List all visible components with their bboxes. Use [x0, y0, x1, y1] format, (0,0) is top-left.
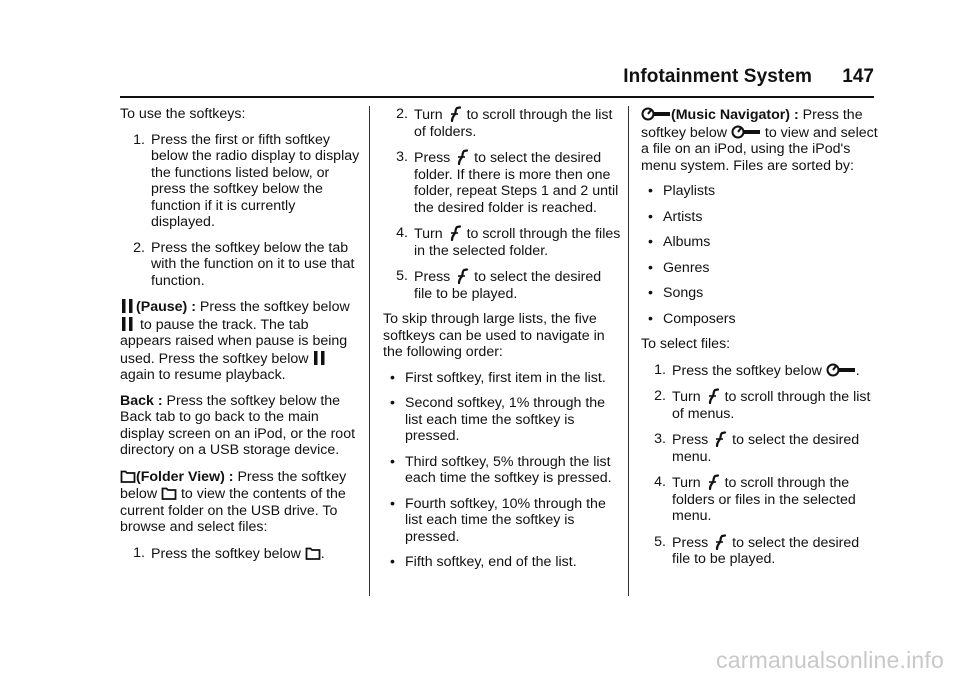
tune-knob-icon — [454, 268, 470, 284]
back-label: Back : — [120, 392, 163, 409]
list-item: • Albums — [648, 234, 711, 250]
music-navigator-icon — [826, 362, 856, 378]
column-2 — [383, 106, 623, 580]
column-divider-2 — [628, 106, 629, 596]
folder-icon — [120, 468, 136, 484]
list-item: 2. Press the softkey below the tab with the function on it to use that function. — [133, 239, 355, 289]
tune-knob-icon — [705, 388, 721, 404]
tune-knob-icon — [705, 474, 721, 490]
select-files-text: To select files: — [641, 336, 731, 352]
list-item: • Composers — [648, 310, 736, 327]
list-item: 3. Press to select the desired menu. — [654, 431, 860, 465]
back-paragraph: Back : Press the softkey below the Back tab to go back to the main display screen on an iPod, or the root directory on a USB storage device. — [120, 392, 356, 458]
list-item: • Songs — [648, 285, 704, 301]
watermark: carmanualsonline.info — [716, 647, 944, 673]
pause-icon — [120, 316, 136, 332]
header-title: Infotainment System — [623, 66, 812, 87]
tune-knob-icon — [454, 149, 470, 165]
folder-view-label: (Folder View) : — [136, 468, 234, 485]
pause-paragraph: (Pause) : Press the softkey below to pause the track. The tab appears raised when pause is being used. Press the softkey below again to resume playback. — [120, 299, 350, 383]
pause-label: (Pause) : — [136, 299, 196, 315]
list-item: • Fifth softkey, end of the list. — [390, 554, 577, 570]
column-divider-1 — [369, 106, 370, 596]
music-navigator-icon — [641, 106, 671, 122]
list-item: 3. Press to select the desired folder. If there is more then one folder, repeat Steps 1 and 2 until the desired folder is reached. — [396, 149, 619, 216]
column-1 — [120, 106, 360, 571]
softkeys-intro: To use the softkeys: — [120, 106, 246, 122]
folder-icon — [305, 545, 321, 561]
list-item: 1. Press the first or fifth softkey below the radio display to display the functions listed below, or press the softkey below the function if it is currently displayed. — [133, 131, 360, 230]
list-item: • Fourth softkey, 10% through the list each time the softkey is pressed. — [390, 495, 606, 545]
list-item: • Second softkey, 1% through the list each time the softkey is pressed. — [390, 395, 606, 444]
tune-knob-icon — [712, 431, 728, 447]
list-item: 2. Turn to scroll through the list of menus. — [654, 388, 871, 422]
list-item: • Third softkey, 5% through the list each time the softkey is pressed. — [390, 453, 612, 486]
tune-knob-icon — [447, 106, 463, 122]
list-item: 5. Press to select the desired file to be played. — [654, 533, 860, 567]
list-item: 1. Press the softkey below . — [654, 361, 860, 379]
list-item: 5. Press to select the desired file to be played. — [396, 268, 602, 302]
folder-icon — [161, 485, 177, 501]
tune-knob-icon — [712, 534, 728, 550]
page-number: 147 — [842, 66, 874, 87]
music-navigator-paragraph: (Music Navigator) : Press the softkey below to view and select a file on an iPod, using the iPod's menu system. Files are sorted by: — [641, 107, 878, 174]
list-item: • First softkey, first item in the list. — [390, 369, 606, 386]
header-rule — [120, 96, 874, 98]
list-item: • Artists — [648, 208, 703, 225]
list-item: • Genres — [648, 259, 710, 276]
pause-icon — [120, 298, 136, 314]
list-item: 4. Turn to scroll through the files in the selected folder. — [396, 225, 621, 259]
tune-knob-icon — [447, 225, 463, 241]
list-item: 1. Press the softkey below . — [133, 544, 325, 562]
list-item: 4. Turn to scroll through the folders or files in the selected menu. — [654, 474, 856, 524]
list-item: • Playlists — [648, 183, 716, 199]
skip-paragraph: To skip through large lists, the five softkeys can be used to navigate in the following order: — [383, 311, 605, 360]
column-3 — [641, 106, 881, 577]
music-navigator-label: (Music Navigator) : — [671, 107, 799, 123]
folder-view-paragraph: (Folder View) : Press the softkey below to view the contents of the current folder on the USB drive. To browse and select files: — [120, 468, 347, 535]
music-navigator-icon — [731, 124, 761, 140]
pause-icon — [312, 350, 328, 366]
list-item: 2. Turn to scroll through the list of folders. — [396, 106, 613, 140]
